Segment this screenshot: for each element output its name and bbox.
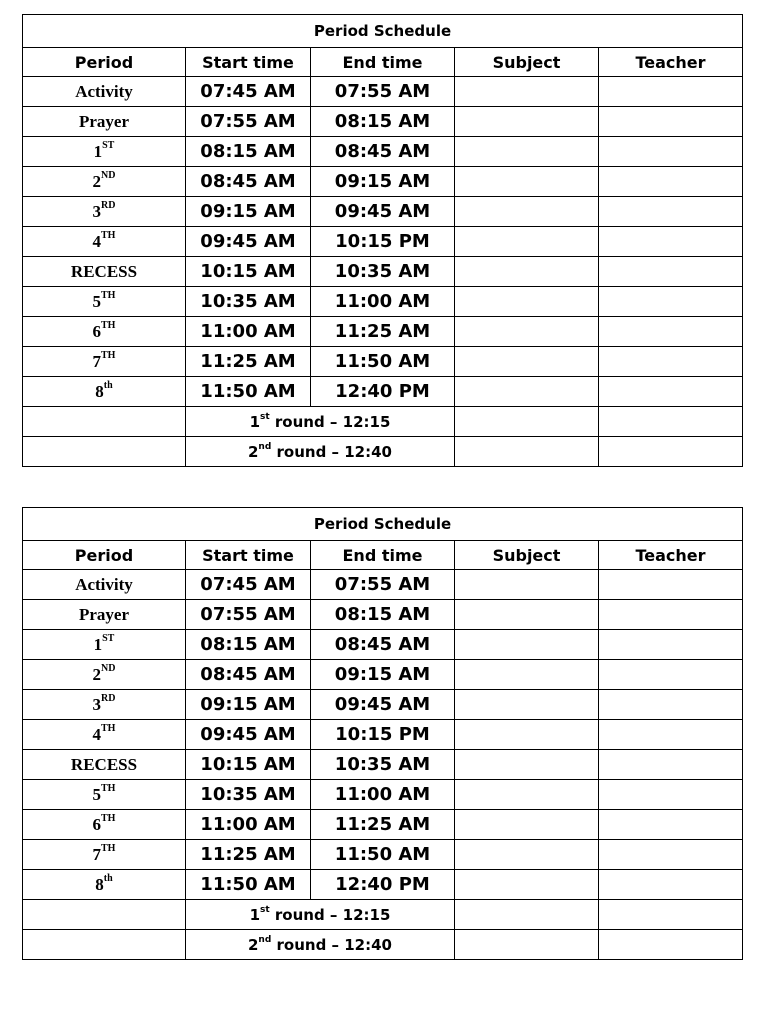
subject-cell xyxy=(455,600,599,630)
subject-cell xyxy=(455,750,599,780)
period-cell xyxy=(23,660,186,690)
header-teacher: Teacher xyxy=(599,48,743,77)
header-row xyxy=(23,541,743,570)
teacher-cell xyxy=(599,197,743,227)
period-label: 4 xyxy=(92,231,102,251)
start-time-cell: 10:15 AM xyxy=(186,257,311,287)
table-row xyxy=(23,600,743,630)
teacher-cell xyxy=(599,900,743,930)
header-end-time: End time xyxy=(311,48,455,77)
end-time-cell: 07:55 AM xyxy=(311,570,455,600)
table-row xyxy=(23,810,743,840)
start-time-cell: 08:45 AM xyxy=(186,167,311,197)
period-cell xyxy=(23,137,186,167)
end-time-cell: 11:50 AM xyxy=(311,347,455,377)
subject-cell xyxy=(455,840,599,870)
period-cell xyxy=(23,780,186,810)
period-ordinal-suffix: ST xyxy=(102,632,115,644)
end-time-cell: 09:15 AM xyxy=(311,167,455,197)
end-time-cell: 08:45 AM xyxy=(311,137,455,167)
start-time-cell: 10:15 AM xyxy=(186,750,311,780)
period-label: Prayer xyxy=(78,604,130,624)
teacher-cell xyxy=(599,317,743,347)
start-time-cell: 07:55 AM xyxy=(186,600,311,630)
start-time-cell: 07:55 AM xyxy=(186,107,311,137)
subject-cell xyxy=(455,257,599,287)
teacher-cell xyxy=(599,107,743,137)
start-time-cell: 09:15 AM xyxy=(186,197,311,227)
table-row xyxy=(23,317,743,347)
subject-cell xyxy=(455,870,599,900)
subject-cell xyxy=(455,77,599,107)
period-ordinal-suffix: TH xyxy=(101,289,116,301)
table-row xyxy=(23,840,743,870)
period-label: RECESS xyxy=(70,261,138,281)
round-text: round – 12:40 xyxy=(271,442,392,461)
period-label: 1 xyxy=(93,634,103,654)
start-time-cell: 11:50 AM xyxy=(186,377,311,407)
period-label: 3 xyxy=(92,694,102,714)
end-time-cell: 07:55 AM xyxy=(311,77,455,107)
period-label: 1 xyxy=(93,141,103,161)
end-time-cell: 11:00 AM xyxy=(311,287,455,317)
subject-cell xyxy=(455,167,599,197)
start-time-cell: 08:15 AM xyxy=(186,137,311,167)
end-time-cell: 10:35 AM xyxy=(311,750,455,780)
empty-cell xyxy=(23,437,186,467)
subject-cell xyxy=(455,317,599,347)
subject-cell xyxy=(455,780,599,810)
table-row xyxy=(23,107,743,137)
teacher-cell xyxy=(599,407,743,437)
period-ordinal-suffix: TH xyxy=(101,229,116,241)
header-start-time: Start time xyxy=(186,48,311,77)
period-cell xyxy=(23,77,186,107)
period-ordinal-suffix: TH xyxy=(101,842,116,854)
period-cell xyxy=(23,720,186,750)
teacher-cell xyxy=(599,167,743,197)
round-row xyxy=(23,407,743,437)
period-cell xyxy=(23,347,186,377)
table-row xyxy=(23,257,743,287)
table-row xyxy=(23,720,743,750)
period-label: 2 xyxy=(92,171,102,191)
start-time-cell: 11:00 AM xyxy=(186,317,311,347)
title-row xyxy=(23,15,743,48)
end-time-cell: 10:15 PM xyxy=(311,720,455,750)
table-row xyxy=(23,137,743,167)
round-number: 2 xyxy=(247,442,259,461)
round-cell xyxy=(186,900,455,930)
round-row xyxy=(23,437,743,467)
period-label: 6 xyxy=(92,814,102,834)
period-label: 8 xyxy=(95,381,104,401)
teacher-cell xyxy=(599,630,743,660)
table-row xyxy=(23,197,743,227)
period-cell xyxy=(23,750,186,780)
period-cell xyxy=(23,257,186,287)
subject-cell xyxy=(455,570,599,600)
subject-cell xyxy=(455,197,599,227)
period-cell xyxy=(23,197,186,227)
header-period: Period xyxy=(23,48,186,77)
period-cell xyxy=(23,600,186,630)
period-cell xyxy=(23,870,186,900)
period-cell xyxy=(23,840,186,870)
subject-cell xyxy=(455,107,599,137)
period-label: 8 xyxy=(95,874,104,894)
header-row xyxy=(23,48,743,77)
end-time-cell: 08:45 AM xyxy=(311,630,455,660)
end-time-cell: 09:45 AM xyxy=(311,690,455,720)
period-label: Prayer xyxy=(78,111,130,131)
teacher-cell xyxy=(599,570,743,600)
period-ordinal-suffix: TH xyxy=(101,782,116,794)
start-time-cell: 07:45 AM xyxy=(186,570,311,600)
table-row xyxy=(23,377,743,407)
round-cell xyxy=(186,930,455,960)
table-row xyxy=(23,347,743,377)
teacher-cell xyxy=(599,930,743,960)
round-ordinal-suffix: nd xyxy=(258,934,272,945)
teacher-cell xyxy=(599,257,743,287)
empty-cell xyxy=(23,900,186,930)
period-label: RECESS xyxy=(70,754,138,774)
teacher-cell xyxy=(599,437,743,467)
period-label: Activity xyxy=(75,81,133,101)
period-label: 7 xyxy=(92,844,102,864)
period-ordinal-suffix: TH xyxy=(101,349,116,361)
period-label: 5 xyxy=(92,784,102,804)
end-time-cell: 11:50 AM xyxy=(311,840,455,870)
round-ordinal-suffix: st xyxy=(260,904,270,915)
period-cell xyxy=(23,317,186,347)
round-row xyxy=(23,930,743,960)
period-schedule-table-1 xyxy=(22,14,743,467)
start-time-cell: 07:45 AM xyxy=(186,77,311,107)
start-time-cell: 09:15 AM xyxy=(186,690,311,720)
table-row xyxy=(23,660,743,690)
round-number: 1 xyxy=(249,905,261,924)
period-ordinal-suffix: TH xyxy=(101,812,116,824)
period-label: 5 xyxy=(92,291,102,311)
teacher-cell xyxy=(599,660,743,690)
round-ordinal-suffix: st xyxy=(260,411,270,422)
period-ordinal-suffix: th xyxy=(103,379,113,391)
period-schedule-table-2 xyxy=(22,507,743,960)
header-start-time: Start time xyxy=(186,541,311,570)
period-ordinal-suffix: RD xyxy=(101,692,116,704)
start-time-cell: 09:45 AM xyxy=(186,720,311,750)
period-cell xyxy=(23,810,186,840)
table-row xyxy=(23,750,743,780)
teacher-cell xyxy=(599,690,743,720)
period-label: 4 xyxy=(92,724,102,744)
start-time-cell: 11:25 AM xyxy=(186,840,311,870)
title-row xyxy=(23,508,743,541)
end-time-cell: 09:45 AM xyxy=(311,197,455,227)
header-subject: Subject xyxy=(455,541,599,570)
end-time-cell: 08:15 AM xyxy=(311,107,455,137)
table-row xyxy=(23,690,743,720)
table-title: Period Schedule xyxy=(23,15,743,48)
end-time-cell: 12:40 PM xyxy=(311,870,455,900)
period-label: 2 xyxy=(92,664,102,684)
teacher-cell xyxy=(599,780,743,810)
period-ordinal-suffix: th xyxy=(103,872,113,884)
period-cell xyxy=(23,690,186,720)
table-row xyxy=(23,287,743,317)
table-row xyxy=(23,167,743,197)
round-cell xyxy=(186,407,455,437)
subject-cell xyxy=(455,347,599,377)
period-cell xyxy=(23,167,186,197)
round-text: round – 12:15 xyxy=(269,412,391,431)
subject-cell xyxy=(455,900,599,930)
end-time-cell: 09:15 AM xyxy=(311,660,455,690)
subject-cell xyxy=(455,930,599,960)
teacher-cell xyxy=(599,870,743,900)
period-ordinal-suffix: TH xyxy=(101,319,116,331)
period-cell xyxy=(23,287,186,317)
teacher-cell xyxy=(599,720,743,750)
subject-cell xyxy=(455,377,599,407)
teacher-cell xyxy=(599,287,743,317)
table-row xyxy=(23,780,743,810)
period-cell xyxy=(23,107,186,137)
teacher-cell xyxy=(599,750,743,780)
period-cell xyxy=(23,377,186,407)
period-label: 6 xyxy=(92,321,102,341)
table-row xyxy=(23,77,743,107)
subject-cell xyxy=(455,137,599,167)
period-ordinal-suffix: ND xyxy=(101,662,116,674)
teacher-cell xyxy=(599,840,743,870)
round-cell xyxy=(186,437,455,467)
table-row xyxy=(23,870,743,900)
subject-cell xyxy=(455,690,599,720)
subject-cell xyxy=(455,287,599,317)
teacher-cell xyxy=(599,377,743,407)
end-time-cell: 11:25 AM xyxy=(311,810,455,840)
empty-cell xyxy=(23,930,186,960)
teacher-cell xyxy=(599,347,743,377)
period-cell xyxy=(23,570,186,600)
round-text: round – 12:40 xyxy=(271,935,392,954)
subject-cell xyxy=(455,660,599,690)
start-time-cell: 10:35 AM xyxy=(186,780,311,810)
subject-cell xyxy=(455,630,599,660)
teacher-cell xyxy=(599,600,743,630)
start-time-cell: 09:45 AM xyxy=(186,227,311,257)
end-time-cell: 08:15 AM xyxy=(311,600,455,630)
period-label: 3 xyxy=(92,201,102,221)
teacher-cell xyxy=(599,77,743,107)
end-time-cell: 11:25 AM xyxy=(311,317,455,347)
subject-cell xyxy=(455,810,599,840)
empty-cell xyxy=(23,407,186,437)
period-cell xyxy=(23,630,186,660)
table-row xyxy=(23,570,743,600)
header-end-time: End time xyxy=(311,541,455,570)
period-ordinal-suffix: RD xyxy=(101,199,116,211)
header-subject: Subject xyxy=(455,48,599,77)
end-time-cell: 12:40 PM xyxy=(311,377,455,407)
start-time-cell: 11:00 AM xyxy=(186,810,311,840)
header-period: Period xyxy=(23,541,186,570)
end-time-cell: 10:15 PM xyxy=(311,227,455,257)
round-number: 1 xyxy=(249,412,261,431)
period-label: Activity xyxy=(75,574,133,594)
round-number: 2 xyxy=(247,935,259,954)
period-label: 7 xyxy=(92,351,102,371)
table-row xyxy=(23,227,743,257)
period-ordinal-suffix: TH xyxy=(101,722,116,734)
subject-cell xyxy=(455,227,599,257)
subject-cell xyxy=(455,437,599,467)
end-time-cell: 10:35 AM xyxy=(311,257,455,287)
period-ordinal-suffix: ST xyxy=(102,139,115,151)
start-time-cell: 08:15 AM xyxy=(186,630,311,660)
teacher-cell xyxy=(599,810,743,840)
teacher-cell xyxy=(599,227,743,257)
round-row xyxy=(23,900,743,930)
period-ordinal-suffix: ND xyxy=(101,169,116,181)
start-time-cell: 08:45 AM xyxy=(186,660,311,690)
teacher-cell xyxy=(599,137,743,167)
subject-cell xyxy=(455,407,599,437)
start-time-cell: 10:35 AM xyxy=(186,287,311,317)
round-text: round – 12:15 xyxy=(269,905,391,924)
start-time-cell: 11:50 AM xyxy=(186,870,311,900)
table-row xyxy=(23,630,743,660)
header-teacher: Teacher xyxy=(599,541,743,570)
subject-cell xyxy=(455,720,599,750)
start-time-cell: 11:25 AM xyxy=(186,347,311,377)
period-cell xyxy=(23,227,186,257)
round-ordinal-suffix: nd xyxy=(258,441,272,452)
end-time-cell: 11:00 AM xyxy=(311,780,455,810)
table-title: Period Schedule xyxy=(23,508,743,541)
